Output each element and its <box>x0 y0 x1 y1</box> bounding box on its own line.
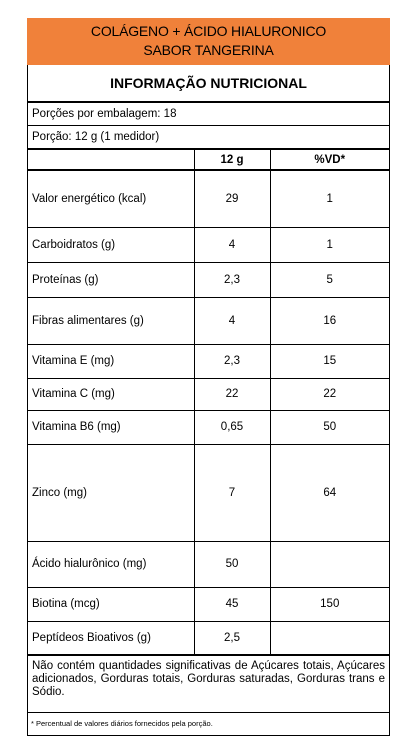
nutrient-amount: 2,5 <box>194 621 270 655</box>
nutrient-name: Valor energético (kcal) <box>28 170 194 227</box>
nutrient-name: Proteínas (g) <box>28 262 194 297</box>
product-name: COLÁGENO + ÁCIDO HIALURONICO <box>90 23 327 39</box>
nutrient-amount: 22 <box>194 378 270 410</box>
table-row <box>28 344 389 378</box>
nutrient-dv: 5 <box>270 262 389 297</box>
table-row <box>28 541 389 587</box>
nutrient-amount: 2,3 <box>194 344 270 378</box>
nutrient-dv: 15 <box>270 344 389 378</box>
header-dv: %VD* <box>270 150 389 170</box>
nutrient-name: Vitamina C (mg) <box>28 378 194 410</box>
nutrient-dv: 1 <box>270 170 389 227</box>
nutrient-name: Peptídeos Bioativos (g) <box>28 621 194 655</box>
table-row <box>28 444 389 541</box>
serving-size: Porção: 12 g (1 medidor) <box>28 126 389 150</box>
product-flavor: SABOR TANGERINA <box>143 42 274 58</box>
nutrient-dv <box>270 621 389 655</box>
nutrient-name: Vitamina E (mg) <box>28 344 194 378</box>
nutrient-dv: 50 <box>270 410 389 444</box>
nutrient-name: Vitamina B6 (mg) <box>28 410 194 444</box>
nutrient-dv: 64 <box>270 444 389 541</box>
nutrient-amount: 4 <box>194 227 270 262</box>
nutrient-dv <box>270 541 389 587</box>
nutrient-dv: 22 <box>270 378 389 410</box>
header-nutrient <box>28 150 194 170</box>
table-row <box>28 170 389 227</box>
nutrient-amount: 2,3 <box>194 262 270 297</box>
nutrition-facts-label <box>27 65 390 736</box>
table-row <box>28 621 389 655</box>
daily-value-footnote: * Percentual de valores diários fornecidos pela porção. <box>31 719 213 728</box>
nutrient-amount: 45 <box>194 587 270 621</box>
nutrient-amount: 0,65 <box>194 410 270 444</box>
nutrition-table <box>28 150 389 656</box>
nutrient-dv: 1 <box>270 227 389 262</box>
nutrient-name: Zinco (mg) <box>28 444 194 541</box>
table-row <box>28 227 389 262</box>
nutrient-name: Fibras alimentares (g) <box>28 297 194 344</box>
nutrient-amount: 4 <box>194 297 270 344</box>
nutrient-amount: 50 <box>194 541 270 587</box>
nutrient-name: Ácido hialurônico (mg) <box>28 541 194 587</box>
table-header-row <box>28 150 389 170</box>
table-row <box>28 587 389 621</box>
nutrient-dv: 16 <box>270 297 389 344</box>
nutrient-amount: 29 <box>194 170 270 227</box>
table-row <box>28 410 389 444</box>
nutrient-name: Carboidratos (g) <box>28 227 194 262</box>
nutrient-name: Biotina (mcg) <box>28 587 194 621</box>
table-row <box>28 262 389 297</box>
table-row <box>28 297 389 344</box>
product-header <box>27 18 390 65</box>
insignificant-amounts-note: Não contém quantidades significativas de Açúcares totais, Açúcares adicionados, Gorduras totais, Gorduras saturadas, Gorduras trans e Sódio. <box>28 656 389 713</box>
servings-per-package: Porções por embalagem: 18 <box>28 103 389 126</box>
nutrient-amount: 7 <box>194 444 270 541</box>
nutrient-dv: 150 <box>270 587 389 621</box>
table-row <box>28 378 389 410</box>
header-amount: 12 g <box>194 150 270 170</box>
label-title: INFORMAÇÃO NUTRICIONAL <box>28 65 389 103</box>
